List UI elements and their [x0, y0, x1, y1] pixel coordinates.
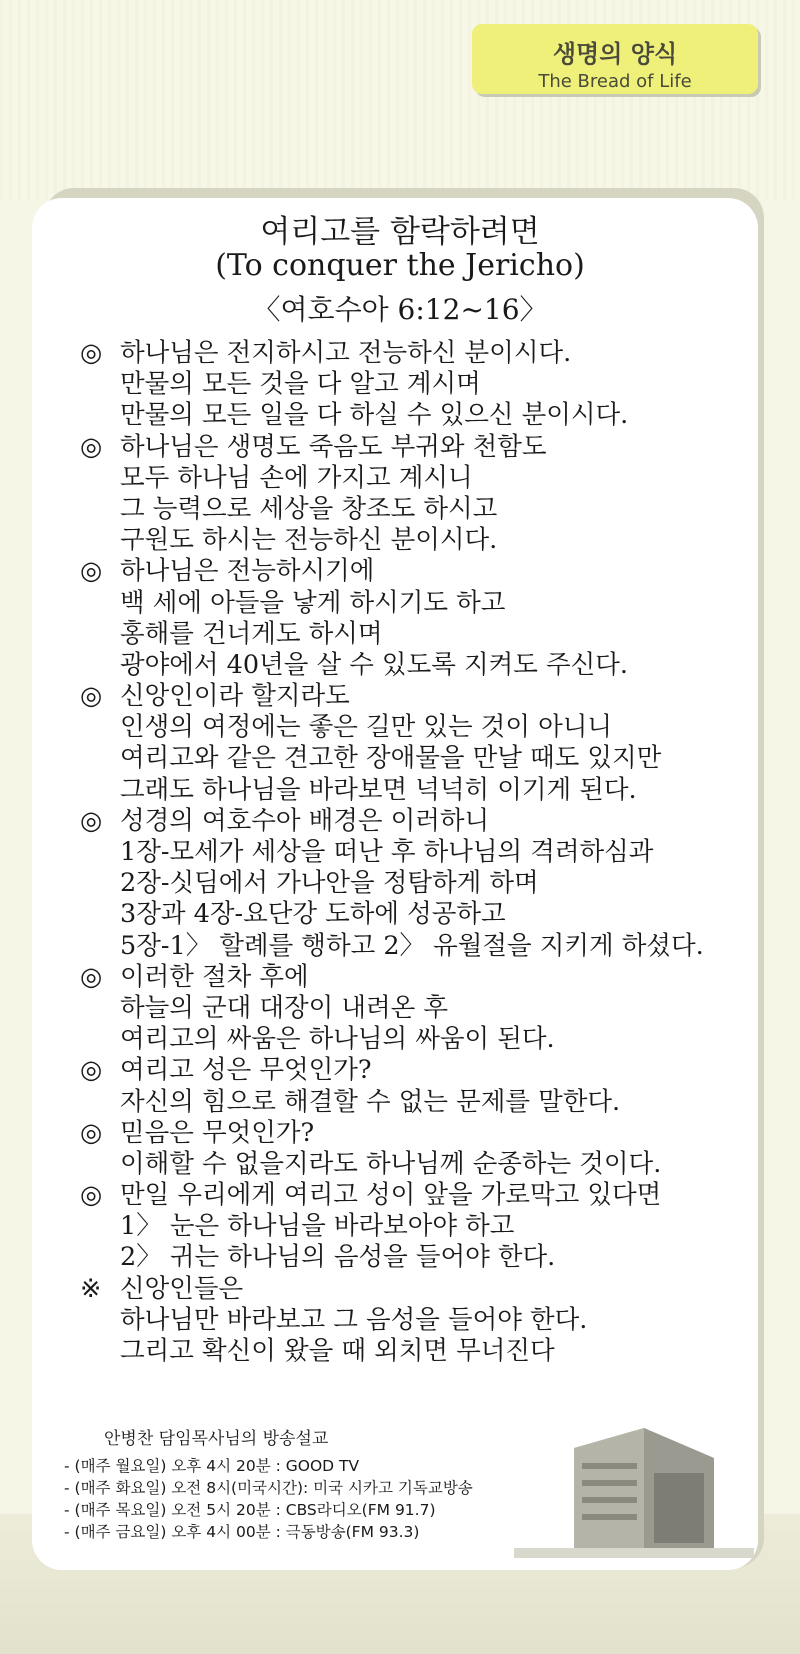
line-text: 하늘의 군대 대장이 내려온 후 — [120, 992, 449, 1023]
bullet-mark: ◎ — [80, 961, 103, 992]
line-text: 하나님은 전지하시고 전능하신 분이시다. — [120, 338, 572, 368]
bullet-mark: ◎ — [80, 1180, 103, 1211]
bullet-mark: ※ — [80, 1273, 102, 1304]
paragraph-line — [80, 868, 780, 899]
sermon-paragraph — [80, 1180, 780, 1274]
paragraph-line — [80, 400, 780, 431]
paragraph-lead-line — [80, 432, 780, 463]
line-text: 이해할 수 없을지라도 하나님께 순종하는 것이다. — [120, 1148, 662, 1179]
bullet-mark: ◎ — [80, 805, 103, 836]
paragraph-line — [80, 1211, 780, 1242]
scripture-reference: 〈여호수아 6:12~16〉 — [252, 293, 548, 326]
line-text: 그 능력으로 세상을 창조도 하시고 — [120, 493, 498, 524]
paragraph-line — [80, 1024, 780, 1055]
paragraph-line — [80, 1087, 780, 1118]
line-text: 이러한 절차 후에 — [120, 961, 309, 992]
paragraph-lead-line — [80, 806, 780, 837]
section-tag — [472, 24, 758, 94]
paragraph-line — [80, 494, 780, 525]
paragraph-line — [80, 712, 780, 743]
paragraph-line — [80, 525, 780, 556]
bullet-mark: ◎ — [80, 1055, 103, 1086]
broadcast-row: - (매주 목요일) 오전 5시 20분 : CBS라디오(FM 91.7) — [64, 1501, 436, 1519]
broadcast-row: - (매주 월요일) 오후 4시 20분 : GOOD TV — [64, 1457, 360, 1475]
section-tag-korean: 생명의 양식 — [552, 40, 678, 68]
paragraph-lead-line — [80, 681, 780, 712]
line-text: 모두 하나님 손에 가지고 계시니 — [120, 462, 473, 493]
paragraph-line — [80, 775, 780, 806]
line-text: 그리고 확신이 왔을 때 외치면 무너진다 — [120, 1336, 555, 1366]
paragraph-lead-line — [80, 338, 780, 369]
paragraph-lead-line — [80, 962, 780, 993]
line-text: 구원도 하시는 전능하신 분이시다. — [120, 525, 498, 556]
paragraph-line — [80, 369, 780, 400]
line-text: 믿음은 무엇인가? — [120, 1117, 315, 1148]
sermon-paragraph — [80, 1118, 780, 1180]
paragraph-lead-line — [80, 1274, 780, 1305]
line-text: 신앙인들은 — [120, 1273, 244, 1304]
church-building-image — [514, 1408, 754, 1558]
sermon-paragraph — [80, 1055, 780, 1117]
line-text: 2장-싯딤에서 가나안을 정탐하게 하며 — [120, 868, 539, 899]
line-text: 그래도 하나님을 바라보면 넉넉히 이기게 된다. — [120, 774, 637, 805]
broadcast-info — [64, 1424, 473, 1543]
line-text: 자신의 힘으로 해결할 수 없는 문제를 말한다. — [120, 1086, 621, 1117]
line-text: 여리고 성은 무엇인가? — [120, 1055, 372, 1086]
paragraph-line — [80, 837, 780, 868]
paragraph-line — [80, 1242, 780, 1273]
line-text: 홍해를 건너게도 하시며 — [120, 618, 383, 649]
sermon-paragraph — [80, 1274, 780, 1368]
title-korean: 여리고를 함락하려면 — [260, 214, 540, 250]
line-text: 하나님은 생명도 죽음도 부귀와 천함도 — [120, 431, 547, 462]
line-text: 만물의 모든 것을 다 알고 계시며 — [120, 369, 481, 400]
paragraph-line — [80, 619, 780, 650]
line-text: 인생의 여정에는 좋은 길만 있는 것이 아니니 — [120, 712, 613, 743]
broadcast-heading: 안병찬 담임목사님의 방송설교 — [104, 1429, 329, 1449]
line-text: 여리고의 싸움은 하나님의 싸움이 된다. — [120, 1024, 555, 1055]
line-text: 하나님만 바라보고 그 음성을 들어야 한다. — [120, 1304, 588, 1335]
title-english: (To conquer the Jericho) — [215, 248, 585, 283]
line-text: 1장-모세가 세상을 떠난 후 하나님의 격려하심과 — [120, 837, 654, 867]
broadcast-row: - (매주 화요일) 오전 8시(미국시간): 미국 시카고 기독교방송 — [64, 1479, 473, 1497]
line-text: 성경의 여호수아 배경은 이러하니 — [120, 805, 490, 836]
paragraph-line — [80, 650, 780, 681]
broadcast-row: - (매주 금요일) 오후 4시 00분 : 극동방송(FM 93.3) — [64, 1523, 420, 1541]
sermon-paragraph — [80, 338, 780, 432]
paragraph-line — [80, 931, 780, 962]
sermon-body — [80, 338, 780, 1367]
line-text: 만물의 모든 일을 다 하실 수 있으신 분이시다. — [120, 400, 629, 431]
bullet-mark: ◎ — [80, 1117, 103, 1148]
paragraph-lead-line — [80, 1180, 780, 1211]
sermon-paragraph — [80, 556, 780, 681]
sermon-paragraph — [80, 962, 780, 1056]
line-text: 2〉 귀는 하나님의 음성을 들어야 한다. — [120, 1242, 556, 1273]
paragraph-lead-line — [80, 1055, 780, 1086]
paragraph-lead-line — [80, 556, 780, 587]
line-text: 5장-1〉 할례를 행하고 2〉 유월절을 지키게 하셨다. — [120, 930, 704, 961]
paragraph-line — [80, 1305, 780, 1336]
sermon-paragraph — [80, 681, 780, 806]
paragraph-line — [80, 588, 780, 619]
line-text: 3장과 4장-요단강 도하에 성공하고 — [120, 899, 506, 930]
line-text: 광야에서 40년을 살 수 있도록 지켜도 주신다. — [120, 649, 628, 680]
paragraph-line — [80, 899, 780, 930]
paragraph-line — [80, 993, 780, 1024]
line-text: 하나님은 전능하시기에 — [120, 556, 375, 587]
sermon-paragraph — [80, 806, 780, 962]
section-tag-english: The Bread of Life — [538, 71, 692, 92]
paragraph-line — [80, 463, 780, 494]
line-text: 신앙인이라 할지라도 — [120, 681, 350, 712]
line-text: 만일 우리에게 여리고 성이 앞을 가로막고 있다면 — [120, 1180, 662, 1211]
bullet-mark: ◎ — [80, 338, 103, 368]
line-text: 여리고와 같은 견고한 장애물을 만날 때도 있지만 — [120, 743, 662, 774]
bullet-mark: ◎ — [80, 556, 103, 587]
paragraph-line — [80, 1149, 780, 1180]
line-text: 1〉 눈은 하나님을 바라보아야 하고 — [120, 1211, 515, 1242]
bullet-mark: ◎ — [80, 431, 103, 462]
line-text: 백 세에 아들을 낳게 하시기도 하고 — [120, 587, 506, 618]
paragraph-line — [80, 1336, 780, 1367]
paragraph-line — [80, 743, 780, 774]
bullet-mark: ◎ — [80, 681, 103, 712]
paragraph-lead-line — [80, 1118, 780, 1149]
sermon-paragraph — [80, 432, 780, 557]
